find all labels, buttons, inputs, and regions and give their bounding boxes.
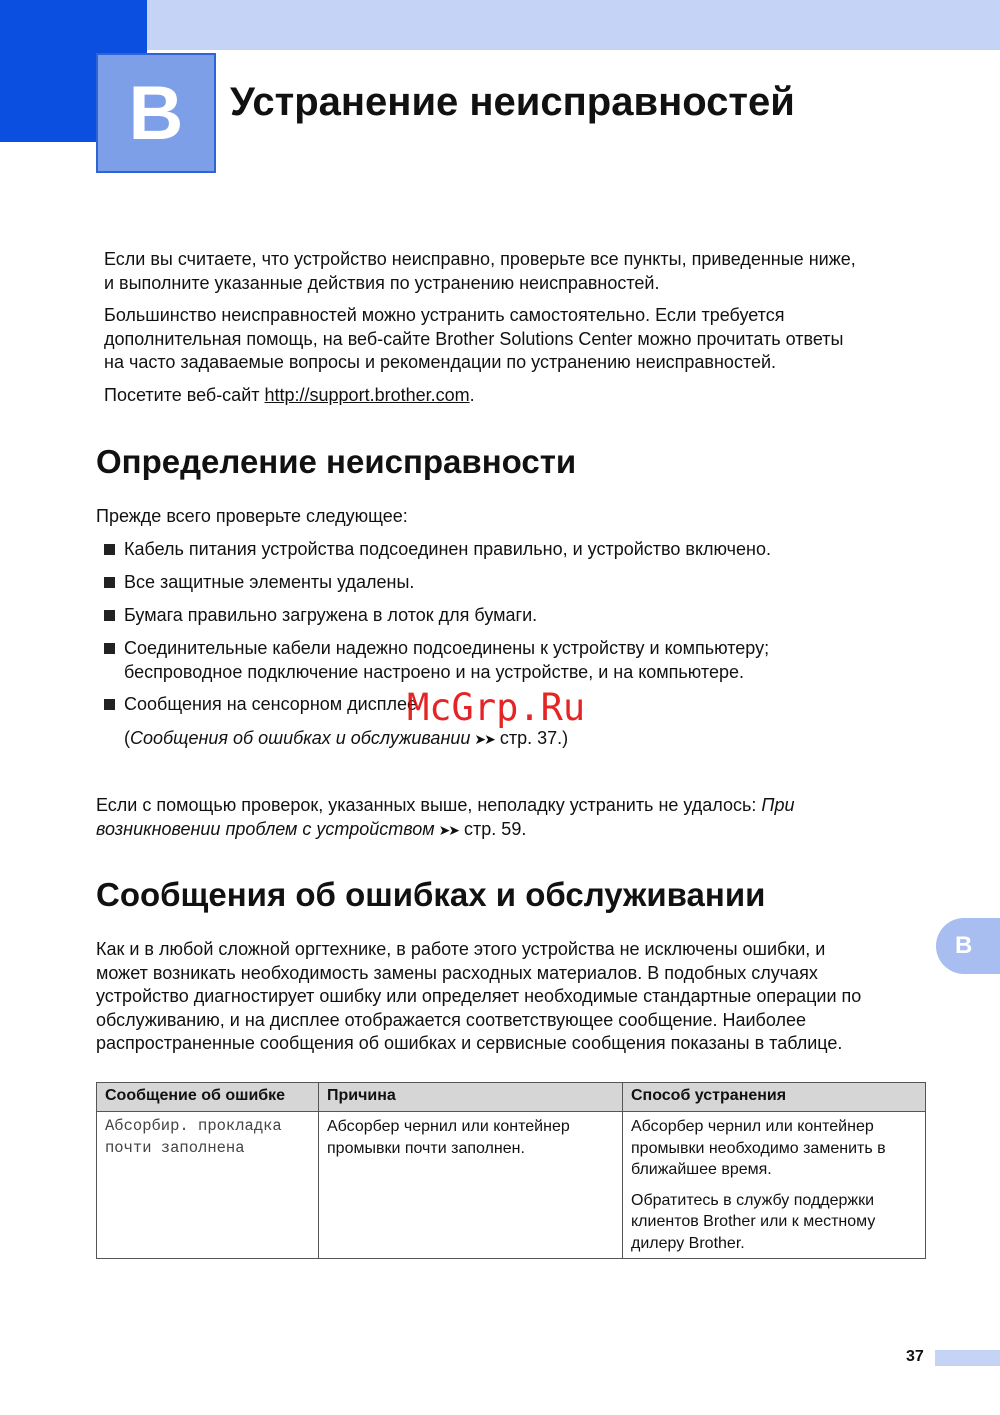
header-light-band xyxy=(147,0,1000,50)
column-header: Способ устранения xyxy=(623,1083,926,1112)
cross-reference[interactable]: возникновении проблем с устройством ➤➤ стр. 59. xyxy=(96,818,794,843)
watermark: McGrp.Ru xyxy=(407,686,586,729)
square-bullet-icon xyxy=(104,577,115,588)
bullet-item: Соединительные кабели надежно подсоединены к устройству и компьютеру; беспроводное подключение настроено и на устройстве, и на компьютере. xyxy=(104,637,769,684)
chapter-letter-box: B xyxy=(96,53,216,173)
square-bullet-icon xyxy=(104,610,115,621)
column-header: Сообщение об ошибке xyxy=(97,1083,319,1112)
chapter-side-tab: B xyxy=(936,918,1000,974)
solution-cell: Абсорбер чернил или контейнер промывки необходимо заменить в ближайшее время. Обратитесь в службу поддержки клиентов Brother или к местному дилеру Brother. xyxy=(623,1112,926,1259)
footer-band xyxy=(935,1350,1000,1366)
error-message-cell: Абсорбир. прокладка почти заполнена xyxy=(97,1112,319,1259)
intro-paragraph-2: Большинство неисправностей можно устранить самостоятельно. Если требуется дополнительная помощь, на веб-сайте Brother Solutions Center можно прочитать ответы на часто задаваемые вопросы и рекомендации по устранению неисправностей. xyxy=(104,305,844,372)
cross-reference[interactable]: (Сообщения об ошибках и обслуживании ➤➤ стр. 37.) xyxy=(124,727,568,752)
square-bullet-icon xyxy=(104,699,115,710)
bullet-item: Сообщения на сенсорном дисплее (Сообщения об ошибках и обслуживании ➤➤ стр. 37.) xyxy=(104,693,568,751)
intro-paragraph-1: Если вы считаете, что устройство неисправно, проверьте все пункты, приведенные ниже, и выполните указанные действия по устранению неисправностей. xyxy=(104,249,856,293)
column-header: Причина xyxy=(319,1083,623,1112)
table-row xyxy=(97,1112,926,1259)
chapter-title: Устранение неисправностей xyxy=(230,80,795,124)
support-link[interactable]: http://support.brother.com xyxy=(264,385,470,405)
double-arrow-icon: ➤➤ xyxy=(474,730,494,747)
bullet-item: Все защитные элементы удалены. xyxy=(104,571,414,595)
section1-note: Если с помощью проверок, указанных выше, неполадку устранить не удалось: При возникновении проблем с устройством ➤➤ стр. 59. xyxy=(96,794,794,842)
error-messages-table xyxy=(96,1082,926,1259)
double-arrow-icon: ➤➤ xyxy=(438,821,459,838)
bullet-item: Кабель питания устройства подсоединен правильно, и устройство включено. xyxy=(104,538,771,562)
cause-cell: Абсорбер чернил или контейнер промывки почти заполнен. xyxy=(319,1112,623,1259)
bullet-item: Бумага правильно загружена в лоток для бумаги. xyxy=(104,604,537,628)
table-header-row xyxy=(97,1083,926,1112)
visit-website-line: Посетите веб-сайт http://support.brother.com. xyxy=(104,385,475,405)
square-bullet-icon xyxy=(104,544,115,555)
section-title-error-messages: Сообщения об ошибках и обслуживании xyxy=(96,876,766,913)
square-bullet-icon xyxy=(104,643,115,654)
section-title-troubleshooting: Определение неисправности xyxy=(96,443,577,480)
section1-lead: Прежде всего проверьте следующее: xyxy=(96,506,408,526)
page-number: 37 xyxy=(906,1348,924,1365)
section2-paragraph: Как и в любой сложной оргтехнике, в работе этого устройства не исключены ошибки, и может возникать необходимость замены расходных материалов. В подобных случаях устройство диагностирует ошибку или определяет необходимые стандартные операции по обслуживанию, и на дисплее отображается соответствующее сообщение. Наиболее распространенные сообщения об ошибках и сервисные сообщения показаны в таблице. xyxy=(96,939,862,1053)
